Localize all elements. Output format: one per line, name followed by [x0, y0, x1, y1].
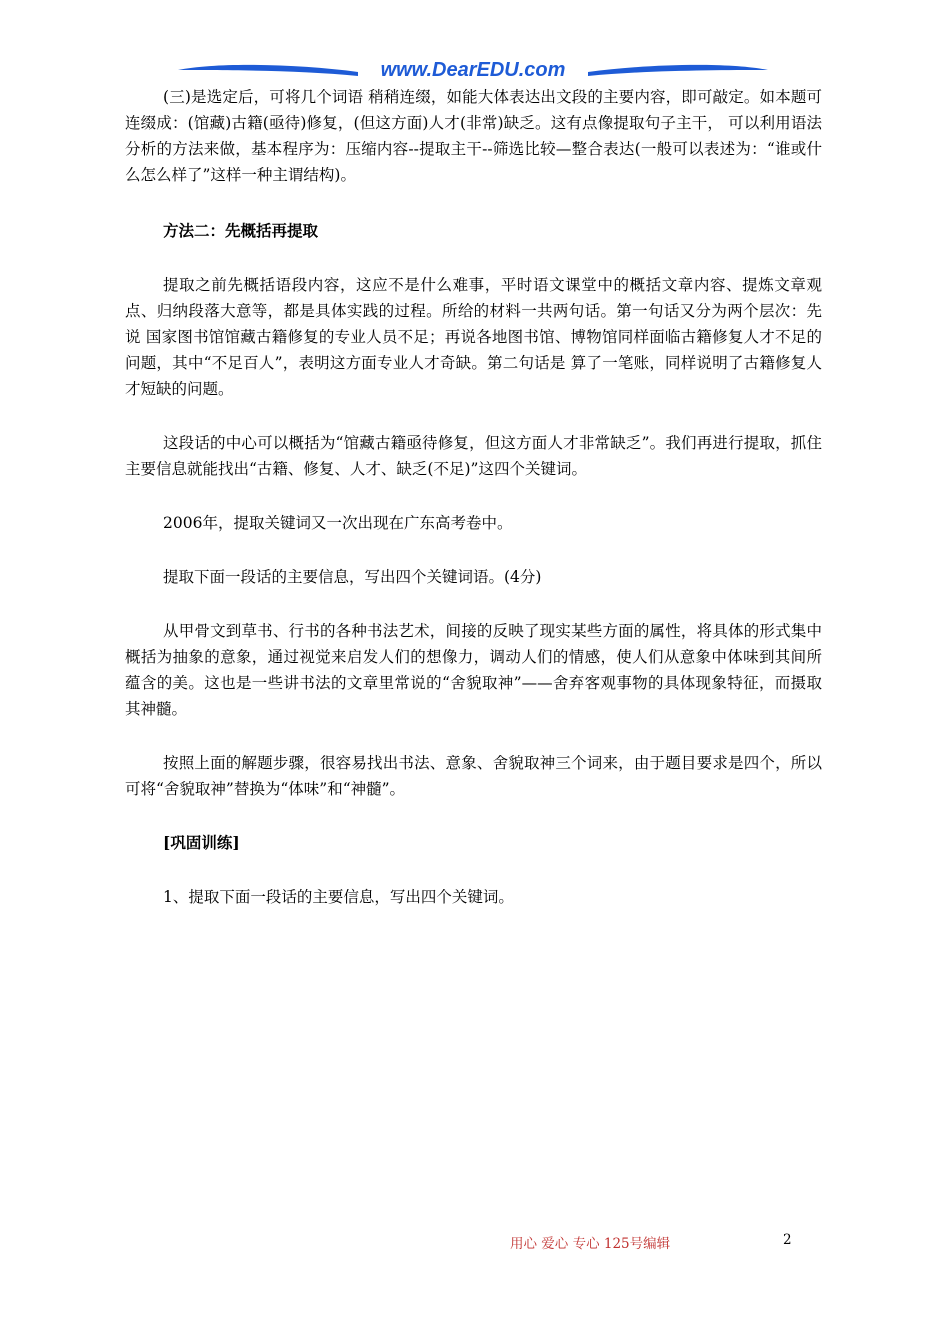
footer-text: 用心 爱心 专心 125号编辑 [510, 1236, 671, 1252]
paragraph-8: 1、提取下面一段话的主要信息，写出四个关键词。 [163, 888, 514, 906]
page-number: 2 [783, 1232, 792, 1248]
heading-practice: [巩固训练] [163, 833, 240, 852]
paragraph-1: (三)是选定后，可将几个词语 稍稍连缀，如能大体表达出文段的主要内容，即可敲定。如本题可连缀成：(馆藏)古籍(亟待)修复，(但这方面)人才(非常)缺乏。这有点像提取句子主干， 可以利用语法分析的方法来做，基本程序为：压缩内容--提取主干--筛选比较—整合表达(一般可以表述为：“谁或什么怎么样了”这样一种主谓结构)。 [125, 88, 822, 184]
paragraph-6: 从甲骨文到草书、行书的各种书法艺术，间接的反映了现实某些方面的属性，将具体的形式集中概括为抽象的意象，通过视觉来启发人们的想像力，调动人们的情感，使人们从意象中体味到其间所 蕴含的美。这也是一些讲书法的文章里常说的“舍貌取神”——舍弃客观事物的具体现象特征，而摄取其神髓。 [125, 622, 822, 718]
paragraph-7: 按照上面的解题步骤，很容易找出书法、意象、舍貌取神三个词来，由于题目要求是四个，所以可将“舍貌取神”替换为“体味”和“神髓”。 [125, 754, 822, 798]
header-logo [178, 52, 768, 84]
logo-text: www.DearEDU.com [380, 59, 566, 81]
heading-method-two: 方法二：先概括再提取 [163, 221, 319, 240]
paragraph-4: 2006年，提取关键词又一次出现在广东高考卷中。 [163, 514, 513, 532]
paragraph-2: 提取之前先概括语段内容，这应不是什么难事，平时语文课堂中的概括文章内容、提炼文章观点、归纳段落大意等，都是具体实践的过程。所给的材料一共两句话。第一句话又分为两个层次：先说 国家图书馆馆藏古籍修复的专业人员不足；再说各地图书馆、博物馆同样面临古籍修复人才不足的问题，其中“不足百人”，表明这方面专业人才奇缺。第二句话是 算了一笔账，同样说明了古籍修复人才短缺的问题。 [125, 276, 822, 398]
paragraph-3: 这段话的中心可以概括为“馆藏古籍亟待修复，但这方面人才非常缺乏”。我们再进行提取，抓住主要信息就能找出“古籍、修复、人才、缺乏(不足)”这四个关键词。 [125, 434, 822, 478]
paragraph-5: 提取下面一段话的主要信息，写出四个关键词语。(4分) [163, 568, 542, 586]
document-body [125, 84, 822, 910]
